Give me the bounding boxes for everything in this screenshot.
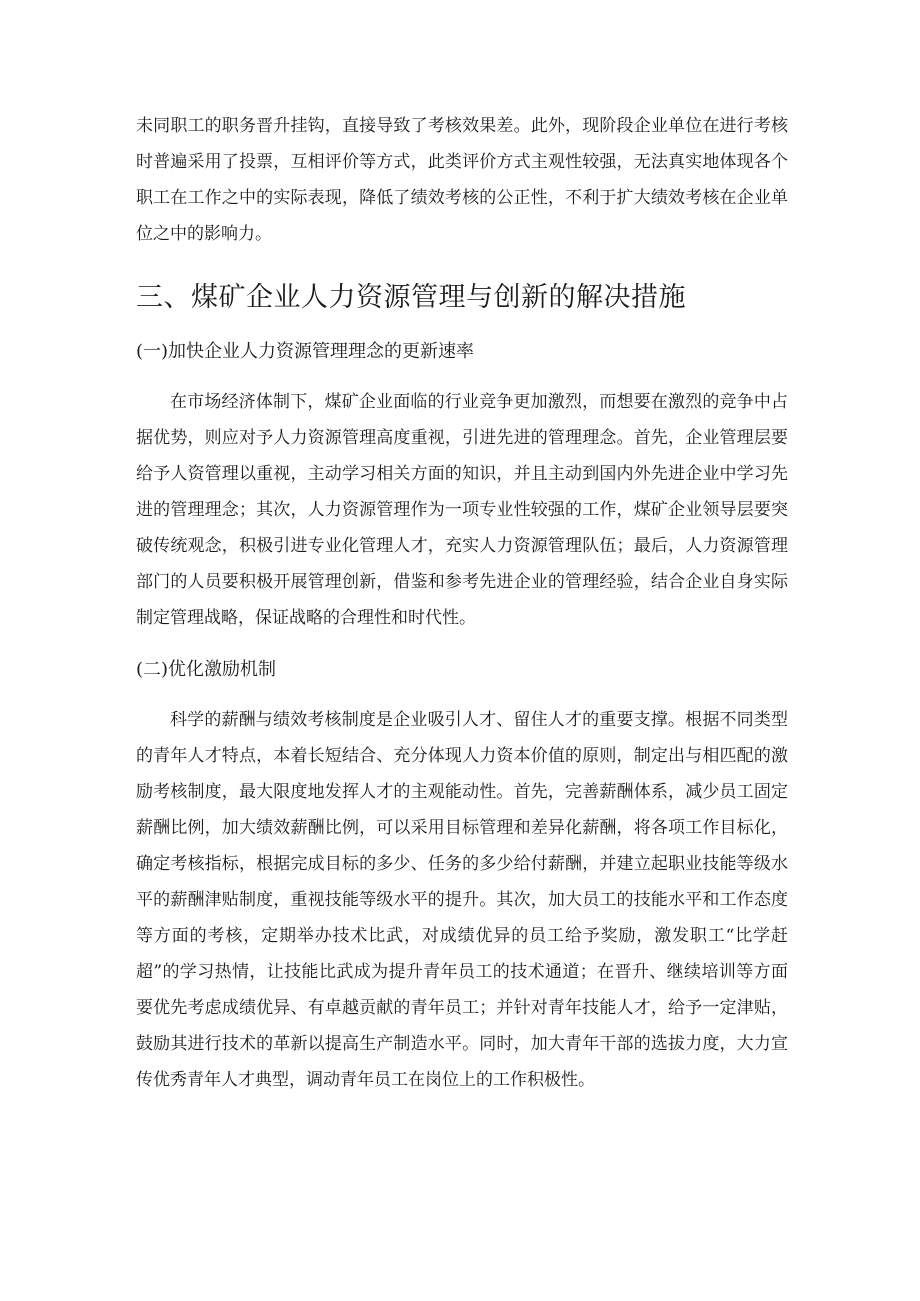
document-page — [136, 108, 788, 1098]
paragraph-continuation: 未同职工的职务晋升挂钩，直接导致了考核效果差。此外，现阶段企业单位在进行考核时普遍采用了投票，互相评价等方式，此类评价方式主观性较强，无法真实地体现各个职工在工作之中的实际表现，降低了绩效考核的公正性，不利于扩大绩效考核在企业单位之中的影响力。 — [136, 116, 788, 244]
spacer — [136, 370, 788, 384]
spacer — [136, 688, 788, 702]
subsection-heading-1: (一)加快企业人力资源管理理念的更新速率 — [136, 341, 475, 362]
subsection-heading-2: (二)优化激励机制 — [136, 659, 277, 680]
section-heading: 三、煤矿企业人力资源管理与创新的解决措施 — [136, 282, 686, 313]
subsection-body-2: 科学的薪酬与绩效考核制度是企业吸引人才、留住人才的重要支撑。根据不同类型的青年人才特点，本着长短结合、充分体现人力资本价值的原则，制定出与相匹配的激励考核制度，最大限度地发挥人才的主观能动性。首先，完善薪酬体系，减少员工固定薪酬比例，加大绩效薪酬比例，可以采用目标管理和差异化薪酬，将各项工作目标化，确定考核指标，根据完成目标的多少、任务的多少给付薪酬，并建立起职业技能等级水平的薪酬津贴制度，重视技能等级水平的提升。其次，加大员工的技能水平和工作态度等方面的考核，定期举办技术比武，对成绩优异的员工给予奖励，激发职工“比学赶超”的学习热情，让技能比武成为提升青年员工的技术通道；在晋升、继续培训等方面要优先考虑成绩优异、有卓越贡献的青年员工；并针对青年技能人才，给予一定津贴，鼓励其进行技术的革新以提高生产制造水平。同时，加大青年干部的选拔力度，大力宣传优秀青年人才典型，调动青年员工在岗位上的工作积极性。 — [136, 710, 788, 1090]
subsection-body-1: 在市场经济体制下，煤矿企业面临的行业竞争更加激烈，而想要在激烈的竞争中占据优势，则应对予人力资源管理高度重视，引进先进的管理理念。首先，企业管理层要给予人资管理以重视，主动学习相关方面的知识，并且主动到国内外先进企业中学习先进的管理理念；其次，人力资源管理作为一项专业性较强的工作，煤矿企业领导层要突破传统观念，积极引进专业化管理人才，充实人力资源管理队伍；最后，人力资源管理部门的人员要积极开展管理创新，借鉴和参考先进企业的管理经验，结合企业自身实际制定管理战略，保证战略的合理性和时代性。 — [136, 392, 788, 628]
